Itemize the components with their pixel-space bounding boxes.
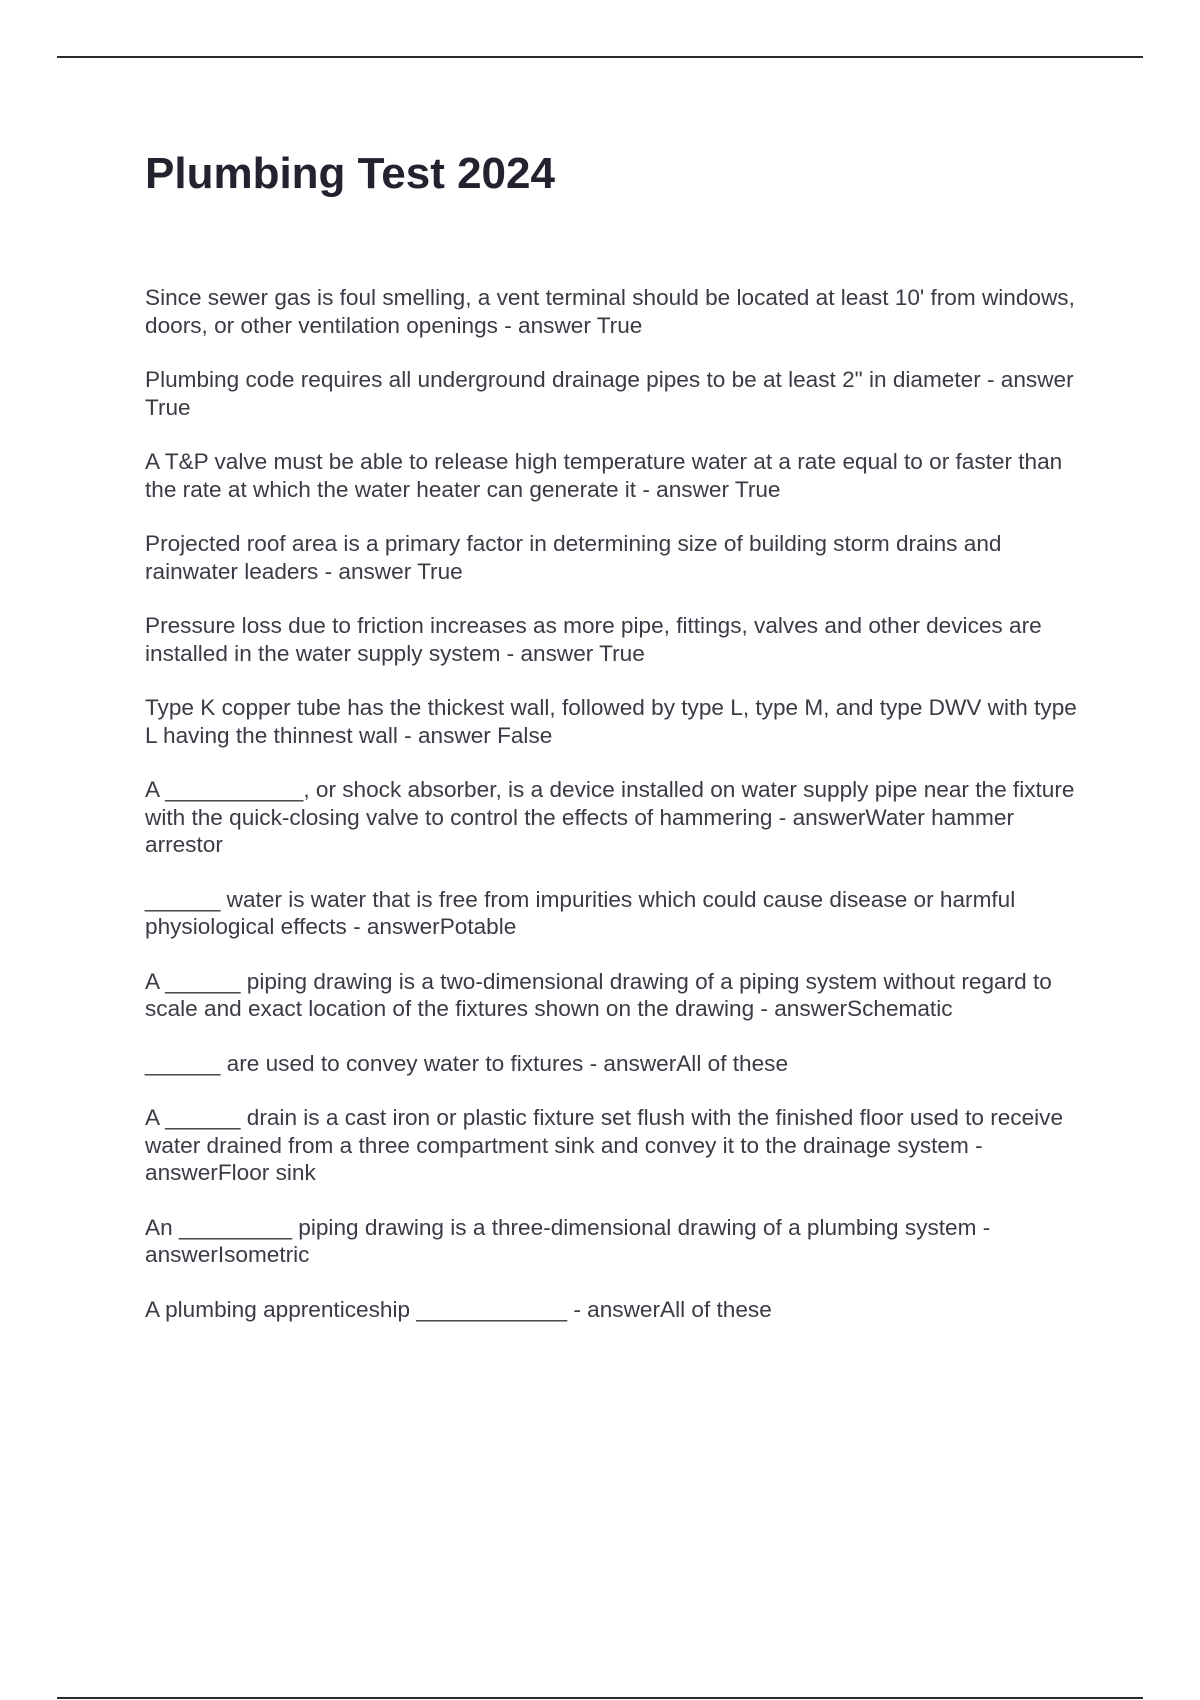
question-item: An _________ piping drawing is a three-dimensional drawing of a plumbing system - answerIsometric <box>145 1214 991 1267</box>
question-item: A T&P valve must be able to release high temperature water at a rate equal to or faster than the rate at which the water heater can generate it - answer True <box>145 449 1063 502</box>
question-item: A ______ drain is a cast iron or plastic fixture set flush with the finished floor used to receive water drained from a three compartment sink and convey it to the drainage system - answerFloor sink <box>145 1105 1064 1185</box>
question-item: A plumbing apprenticeship ____________ - answerAll of these <box>145 1296 772 1322</box>
page-title: Plumbing Test 2024 <box>145 149 555 198</box>
question-item: A ______ piping drawing is a two-dimensional drawing of a piping system without regard to scale and exact location of the fixtures shown on the drawing - answerSchematic <box>145 968 1052 1021</box>
question-item: Plumbing code requires all underground drainage pipes to be at least 2" in diameter - answer True <box>145 367 1074 420</box>
question-item: Type K copper tube has the thickest wall, followed by type L, type M, and type DWV with type L having the thinnest wall - answer False <box>145 695 1077 748</box>
question-item: Since sewer gas is foul smelling, a vent terminal should be located at least 10' from windows, doors, or other ventilation openings - answer True <box>145 285 1075 338</box>
question-item: ______ water is water that is free from impurities which could cause disease or harmful physiological effects - answerPotable <box>145 886 1016 939</box>
bottom-rule <box>57 1697 1143 1699</box>
question-item: ______ are used to convey water to fixtures - answerAll of these <box>145 1050 789 1076</box>
top-rule <box>57 56 1143 58</box>
question-item: A ___________, or shock absorber, is a device installed on water supply pipe near the fixture with the quick-closing valve to control the effects of hammering - answerWater hammer arrestor <box>145 777 1075 857</box>
question-item: Pressure loss due to friction increases as more pipe, fittings, valves and other devices are installed in the water supply system - answer True <box>145 613 1042 666</box>
question-list <box>145 284 1091 1350</box>
question-item: Projected roof area is a primary factor in determining size of building storm drains and rainwater leaders - answer True <box>145 531 1002 584</box>
